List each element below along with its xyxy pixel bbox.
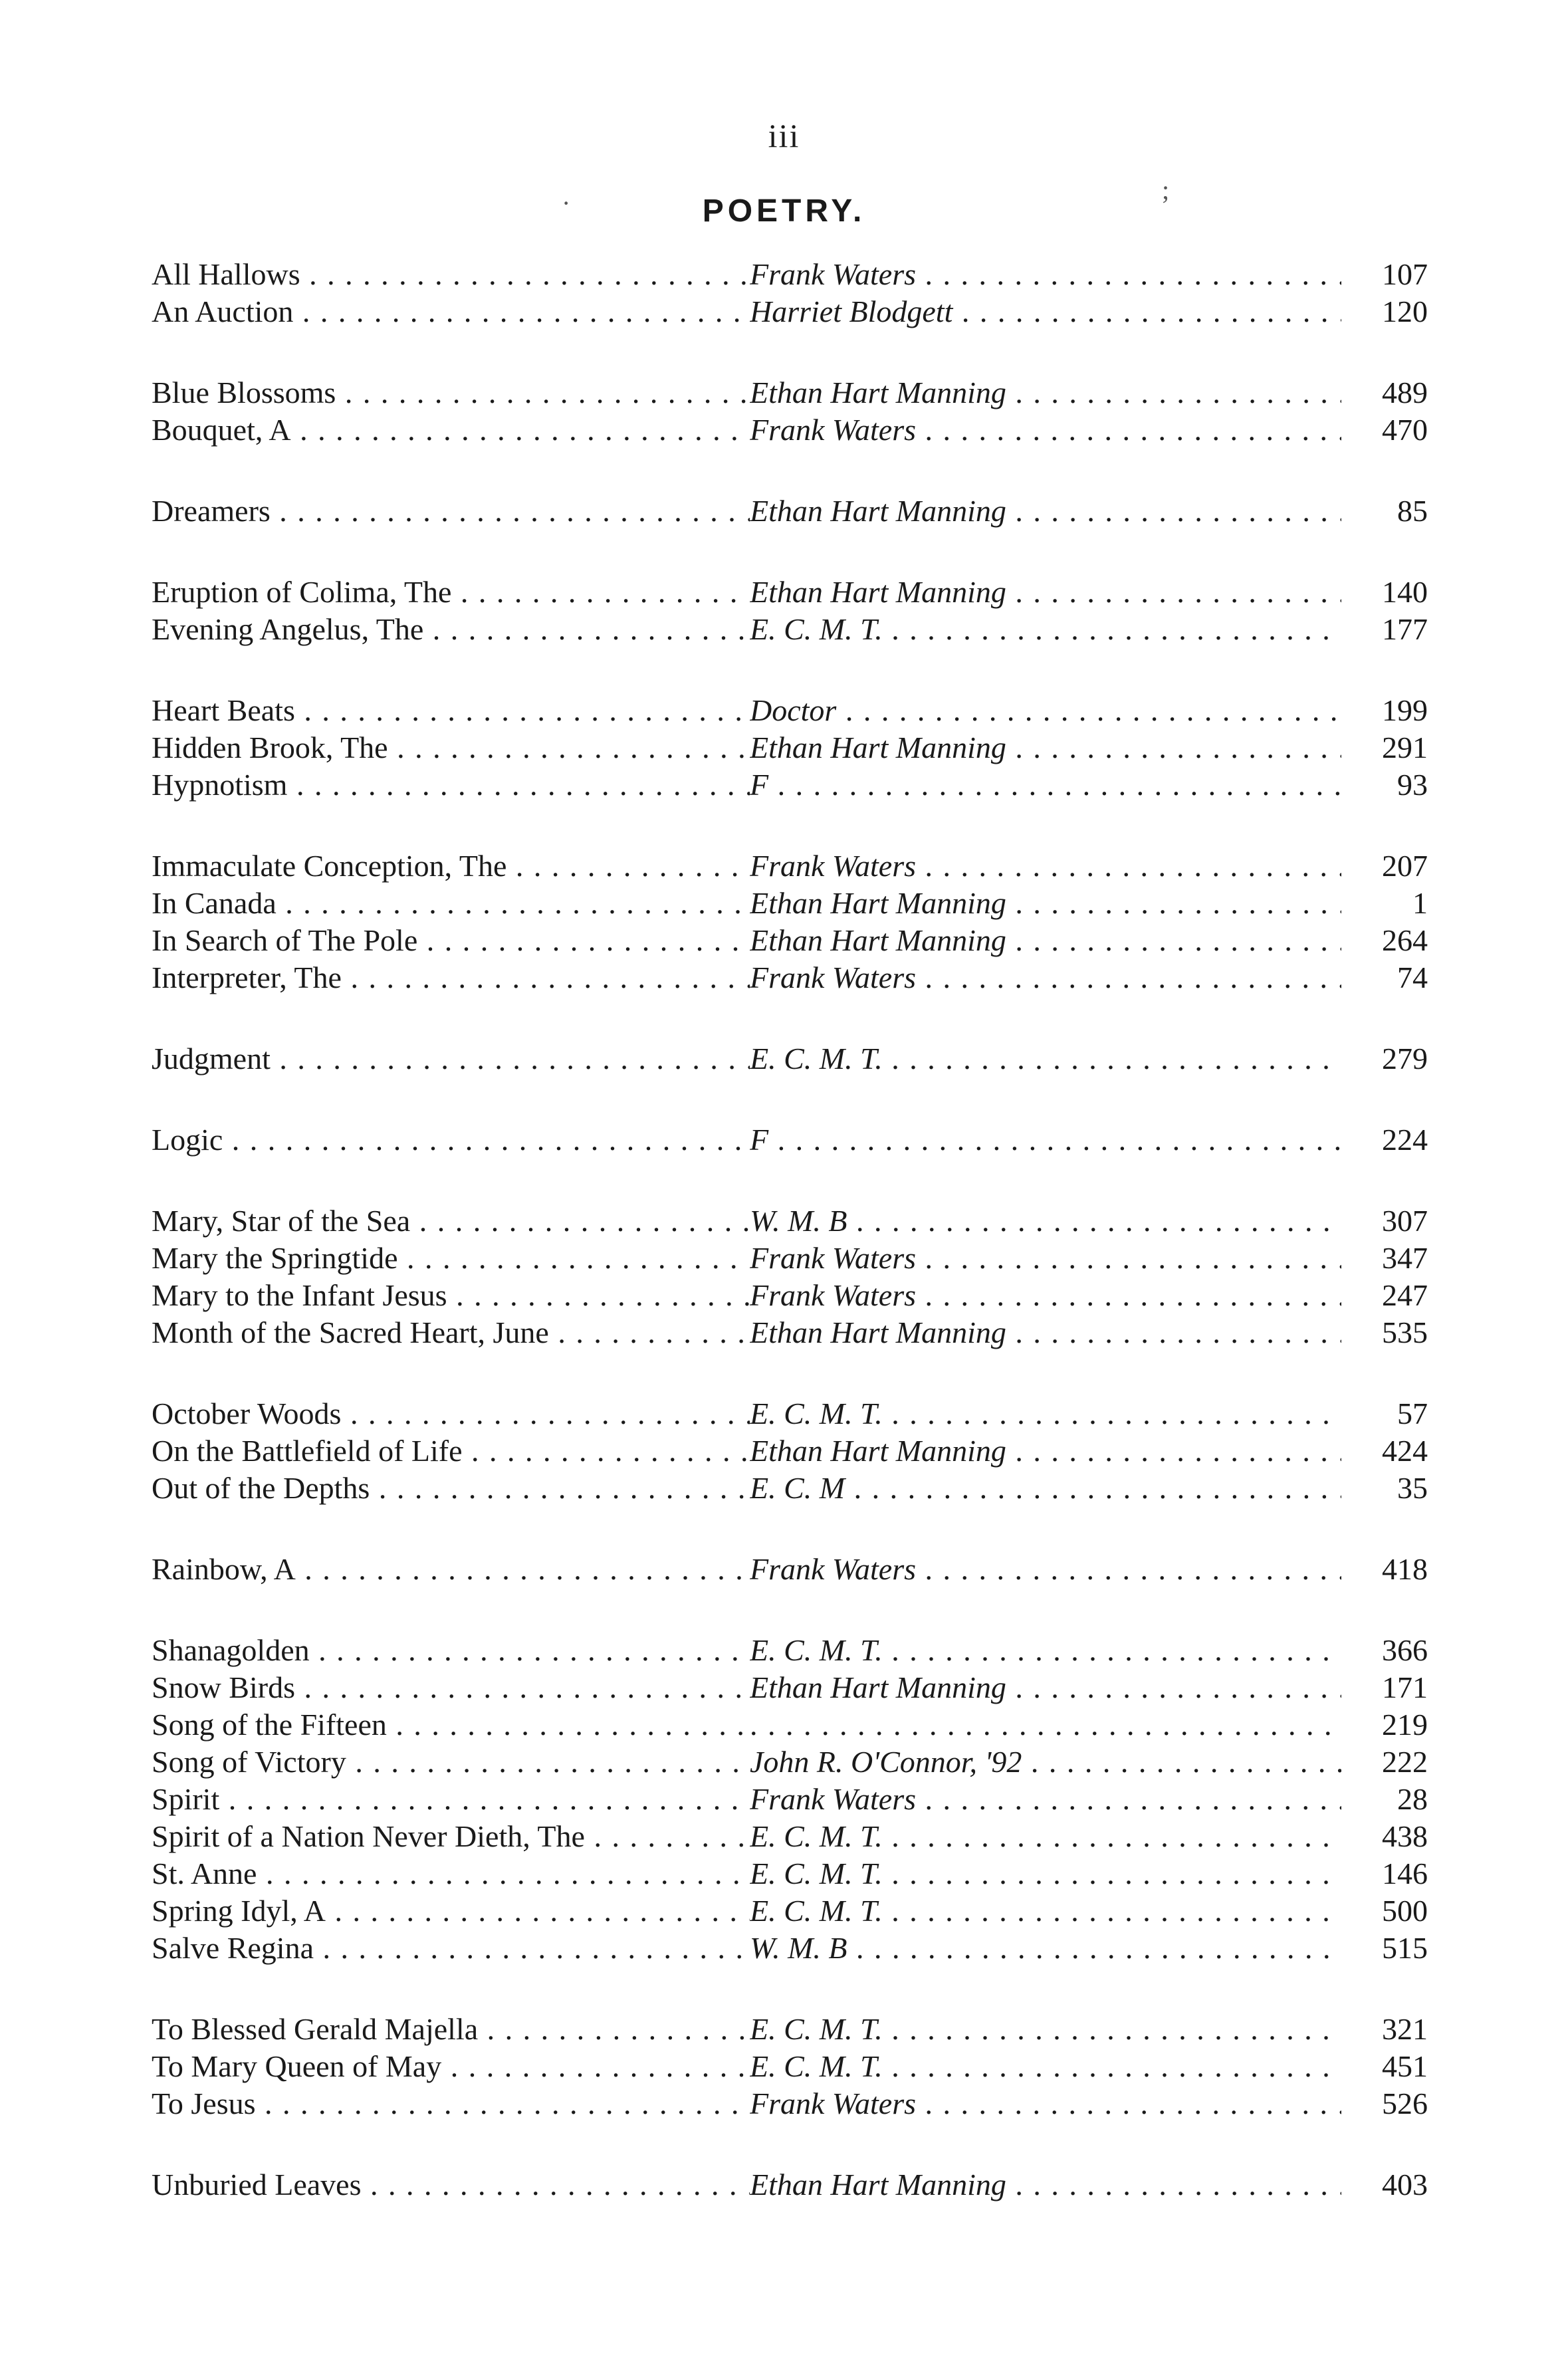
entry-page-number: 403 <box>1382 2168 1428 2201</box>
table-of-contents <box>152 256 1428 2247</box>
toc-group <box>152 574 1428 648</box>
entry-author: Frank Waters . . . <box>750 256 1341 293</box>
toc-entry <box>152 692 1428 729</box>
entry-page-number: 307 <box>1382 1204 1428 1238</box>
entry-page-number: 74 <box>1397 960 1428 994</box>
entry-title: Judgment . . . <box>152 1040 750 1077</box>
toc-entry <box>152 493 1428 530</box>
entry-author <box>750 1706 1341 1744</box>
entry-author: Frank Waters . . . <box>750 1781 1341 1818</box>
toc-group <box>152 692 1428 804</box>
entry-author: Harriet Blodgett . . . <box>750 293 1341 330</box>
entry-author: E. C. M. T. . . . <box>750 1040 1341 1077</box>
print-speck: · <box>562 188 571 218</box>
toc-group <box>152 256 1428 330</box>
toc-entry <box>152 1202 1428 1240</box>
entry-title: Logic . . . <box>152 1121 750 1159</box>
entry-title: Unburied Leaves . . . <box>152 2166 750 2203</box>
entry-page-number: 207 <box>1382 849 1428 883</box>
toc-group <box>152 1632 1428 1967</box>
entry-author: Frank Waters . . . <box>750 1277 1341 1314</box>
entry-title: Salve Regina . . . <box>152 1930 750 1967</box>
entry-author: Frank Waters . . . <box>750 1240 1341 1277</box>
toc-entry <box>152 2166 1428 2203</box>
entry-page-number: 291 <box>1382 731 1428 764</box>
entry-author: E. C. M. T. . . . <box>750 1395 1341 1432</box>
toc-entry <box>152 574 1428 611</box>
entry-title: Shanagolden . . . <box>152 1632 750 1669</box>
toc-entry <box>152 1314 1428 1351</box>
entry-author: E. C. M. T. . . . <box>750 2048 1341 2085</box>
entry-author: John R. O'Connor, '92 . . . <box>750 1744 1341 1781</box>
entry-page-number: 366 <box>1382 1633 1428 1667</box>
entry-author: Frank Waters . . . <box>750 411 1341 449</box>
entry-title: Month of the Sacred Heart, June . . . <box>152 1314 750 1351</box>
entry-page-number: 224 <box>1382 1123 1428 1157</box>
entry-page-number: 35 <box>1397 1471 1428 1505</box>
toc-entry <box>152 2048 1428 2085</box>
entry-page-number: 500 <box>1382 1894 1428 1928</box>
entry-author: E. C. M . . . <box>750 1470 1341 1507</box>
entry-author: E. C. M. T. . . . <box>750 1632 1341 1669</box>
entry-page-number: 28 <box>1397 1782 1428 1816</box>
entry-page-number: 222 <box>1382 1745 1428 1779</box>
toc-entry <box>152 2011 1428 2048</box>
entry-page-number: 470 <box>1382 413 1428 447</box>
entry-title: Bouquet, A . . . <box>152 411 750 449</box>
entry-page-number: 526 <box>1382 2086 1428 2120</box>
entry-author: F . . . <box>750 766 1341 804</box>
entry-author: Ethan Hart Manning . . . <box>750 574 1341 611</box>
entry-title: All Hallows . . . <box>152 256 750 293</box>
entry-title: Out of the Depths . . . <box>152 1470 750 1507</box>
entry-page-number: 177 <box>1382 612 1428 646</box>
entry-page-number: 451 <box>1382 2049 1428 2083</box>
entry-page-number: 438 <box>1382 1819 1428 1853</box>
entry-author: W. M. B . . . <box>750 1930 1341 1967</box>
toc-entry <box>152 1930 1428 1967</box>
entry-title: To Jesus . . . <box>152 2085 750 2122</box>
toc-entry <box>152 1892 1428 1930</box>
entry-title: Dreamers . . . <box>152 493 750 530</box>
entry-title: Heart Beats . . . <box>152 692 750 729</box>
entry-author: Ethan Hart Manning . . . <box>750 1314 1341 1351</box>
entry-page-number: 85 <box>1397 494 1428 528</box>
toc-entry <box>152 922 1428 959</box>
entry-title: On the Battlefield of Life . . . <box>152 1432 750 1470</box>
entry-author: W. M. B . . . <box>750 1202 1341 1240</box>
entry-title: Rainbow, A . . . <box>152 1551 750 1588</box>
toc-group <box>152 493 1428 530</box>
entry-page-number: 515 <box>1382 1931 1428 1965</box>
page-number: iii <box>768 117 800 154</box>
entry-author: Ethan Hart Manning . . . <box>750 2166 1341 2203</box>
toc-group <box>152 1040 1428 1077</box>
toc-entry <box>152 847 1428 885</box>
toc-entry <box>152 256 1428 293</box>
toc-entry <box>152 1040 1428 1077</box>
entry-title: Mary, Star of the Sea . . . <box>152 1202 750 1240</box>
entry-author: Ethan Hart Manning . . . <box>750 729 1341 766</box>
toc-entry <box>152 885 1428 922</box>
entry-title: In Search of The Pole . . . <box>152 922 750 959</box>
entry-page-number: 321 <box>1382 2012 1428 2046</box>
entry-title: Eruption of Colima, The . . . <box>152 574 750 611</box>
toc-entry <box>152 729 1428 766</box>
entry-page-number: 171 <box>1382 1670 1428 1704</box>
toc-group <box>152 2011 1428 2122</box>
entry-author: Ethan Hart Manning . . . <box>750 493 1341 530</box>
toc-entry <box>152 1121 1428 1159</box>
toc-entry <box>152 411 1428 449</box>
entry-title: To Blessed Gerald Majella . . . <box>152 2011 750 2048</box>
entry-author: Ethan Hart Manning . . . <box>750 374 1341 411</box>
toc-entry <box>152 1669 1428 1706</box>
entry-page-number: 279 <box>1382 1042 1428 1075</box>
entry-title: Mary to the Infant Jesus . . . <box>152 1277 750 1314</box>
entry-page-number: 199 <box>1382 693 1428 727</box>
entry-author: E. C. M. T. . . . <box>750 1818 1341 1855</box>
entry-author: F . . . <box>750 1121 1341 1159</box>
entry-title: In Canada . . . <box>152 885 750 922</box>
entry-page-number: 424 <box>1382 1434 1428 1468</box>
toc-entry <box>152 293 1428 330</box>
entry-title: Mary the Springtide . . . <box>152 1240 750 1277</box>
entry-author: Ethan Hart Manning . . . <box>750 885 1341 922</box>
entry-title: Blue Blossoms . . . <box>152 374 750 411</box>
entry-title: St. Anne . . . <box>152 1855 750 1892</box>
entry-page-number: 264 <box>1382 923 1428 957</box>
entry-page-number: 247 <box>1382 1278 1428 1312</box>
entry-title: October Woods . . . <box>152 1395 750 1432</box>
entry-page-number: 1 <box>1412 886 1428 920</box>
entry-page-number: 418 <box>1382 1552 1428 1586</box>
toc-group <box>152 1121 1428 1159</box>
toc-group <box>152 1551 1428 1588</box>
toc-entry <box>152 1632 1428 1669</box>
toc-entry <box>152 1855 1428 1892</box>
entry-title: Evening Angelus, The . . . <box>152 611 750 648</box>
toc-entry <box>152 766 1428 804</box>
entry-author: Frank Waters . . . <box>750 2085 1341 2122</box>
toc-entry <box>152 1240 1428 1277</box>
entry-author: E. C. M. T. . . . <box>750 1892 1341 1930</box>
entry-title: Spirit . . . <box>152 1781 750 1818</box>
toc-group <box>152 2166 1428 2203</box>
toc-entry <box>152 1432 1428 1470</box>
entry-page-number: 347 <box>1382 1241 1428 1275</box>
entry-title: Hidden Brook, The . . . <box>152 729 750 766</box>
toc-entry <box>152 1706 1428 1744</box>
toc-entry <box>152 1818 1428 1855</box>
toc-entry <box>152 959 1428 996</box>
entry-title: Hypnotism . . . <box>152 766 750 804</box>
toc-entry <box>152 374 1428 411</box>
entry-title: Immaculate Conception, The . . . <box>152 847 750 885</box>
entry-title: To Mary Queen of May . . . <box>152 2048 750 2085</box>
entry-author: E. C. M. T. . . . <box>750 611 1341 648</box>
entry-title: Spirit of a Nation Never Dieth, The . . . <box>152 1818 750 1855</box>
toc-entry <box>152 1277 1428 1314</box>
entry-page-number: 120 <box>1382 294 1428 328</box>
toc-entry <box>152 1551 1428 1588</box>
entry-page-number: 140 <box>1382 575 1428 609</box>
entry-author: E. C. M. T. . . . <box>750 1855 1341 1892</box>
toc-entry <box>152 1395 1428 1432</box>
entry-title: Spring Idyl, A . . . <box>152 1892 750 1930</box>
entry-page-number: 535 <box>1382 1315 1428 1349</box>
entry-title: Song of Victory . . . <box>152 1744 750 1781</box>
entry-author: Ethan Hart Manning . . . <box>750 1669 1341 1706</box>
entry-page-number: 146 <box>1382 1857 1428 1890</box>
entry-author: Frank Waters . . . <box>750 959 1341 996</box>
entry-page-number: 93 <box>1397 768 1428 802</box>
toc-group <box>152 1395 1428 1507</box>
toc-group <box>152 374 1428 449</box>
entry-author: Ethan Hart Manning . . . <box>750 922 1341 959</box>
toc-entry <box>152 1470 1428 1507</box>
entry-title: Song of the Fifteen . . . <box>152 1706 750 1744</box>
toc-group <box>152 847 1428 996</box>
entry-title: Interpreter, The . . . <box>152 959 750 996</box>
entry-author: Doctor . . . <box>750 692 1341 729</box>
entry-author: Frank Waters . . . <box>750 1551 1341 1588</box>
entry-title: Snow Birds . . . <box>152 1669 750 1706</box>
entry-page-number: 107 <box>1382 257 1428 291</box>
toc-entry <box>152 1781 1428 1818</box>
toc-group <box>152 1202 1428 1351</box>
toc-entry <box>152 1744 1428 1781</box>
entry-author: Ethan Hart Manning . . . <box>750 1432 1341 1470</box>
entry-page-number: 57 <box>1397 1397 1428 1430</box>
entry-title: An Auction . . . <box>152 293 750 330</box>
entry-author: Frank Waters . . . <box>750 847 1341 885</box>
print-speck: ; <box>1162 175 1170 205</box>
section-title: POETRY. <box>702 193 866 229</box>
entry-author: E. C. M. T. . . . <box>750 2011 1341 2048</box>
entry-page-number: 219 <box>1382 1708 1428 1742</box>
entry-page-number: 489 <box>1382 376 1428 409</box>
toc-entry <box>152 611 1428 648</box>
toc-entry <box>152 2085 1428 2122</box>
